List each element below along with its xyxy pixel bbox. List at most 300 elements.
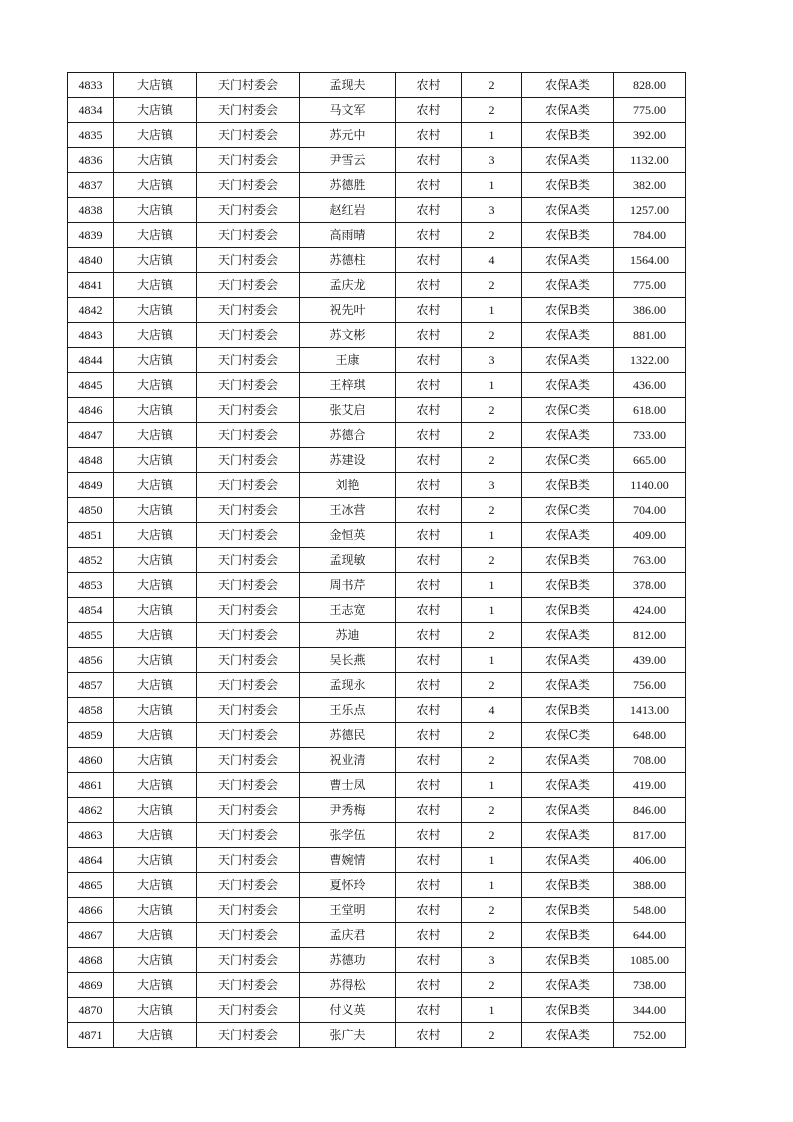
household-count-cell: 1 (462, 998, 522, 1023)
household-count-cell: 2 (462, 273, 522, 298)
table-row (68, 373, 686, 398)
residence-type-cell: 农村 (396, 823, 462, 848)
person-name-cell: 王梓琪 (300, 373, 396, 398)
table-row (68, 398, 686, 423)
table-row (68, 673, 686, 698)
record-id-cell: 4838 (68, 198, 114, 223)
person-name-cell: 孟庆君 (300, 923, 396, 948)
insurance-category-cell: 农保A类 (522, 523, 614, 548)
village-committee-cell: 天门村委会 (197, 323, 300, 348)
amount-cell: 1132.00 (614, 148, 686, 173)
village-committee-cell: 天门村委会 (197, 798, 300, 823)
insurance-category-cell: 农保B类 (522, 223, 614, 248)
village-committee-cell: 天门村委会 (197, 648, 300, 673)
village-committee-cell: 天门村委会 (197, 948, 300, 973)
village-committee-cell: 天门村委会 (197, 198, 300, 223)
village-committee-cell: 天门村委会 (197, 423, 300, 448)
record-id-cell: 4847 (68, 423, 114, 448)
record-id-cell: 4860 (68, 748, 114, 773)
town-cell: 大店镇 (114, 998, 197, 1023)
village-committee-cell: 天门村委会 (197, 548, 300, 573)
record-id-cell: 4842 (68, 298, 114, 323)
town-cell: 大店镇 (114, 898, 197, 923)
insurance-category-cell: 农保A类 (522, 823, 614, 848)
amount-cell: 648.00 (614, 723, 686, 748)
insurance-category-cell: 农保C类 (522, 448, 614, 473)
amount-cell: 733.00 (614, 423, 686, 448)
town-cell: 大店镇 (114, 398, 197, 423)
residence-type-cell: 农村 (396, 948, 462, 973)
amount-cell: 775.00 (614, 98, 686, 123)
insurance-category-cell: 农保C类 (522, 398, 614, 423)
record-id-cell: 4866 (68, 898, 114, 923)
residence-type-cell: 农村 (396, 448, 462, 473)
residence-type-cell: 农村 (396, 298, 462, 323)
person-name-cell: 尹秀梅 (300, 798, 396, 823)
record-id-cell: 4856 (68, 648, 114, 673)
table-row (68, 548, 686, 573)
insurance-category-cell: 农保B类 (522, 898, 614, 923)
town-cell: 大店镇 (114, 648, 197, 673)
residence-type-cell: 农村 (396, 773, 462, 798)
insurance-category-cell: 农保A类 (522, 348, 614, 373)
village-committee-cell: 天门村委会 (197, 898, 300, 923)
amount-cell: 1322.00 (614, 348, 686, 373)
amount-cell: 817.00 (614, 823, 686, 848)
record-id-cell: 4841 (68, 273, 114, 298)
household-count-cell: 3 (462, 148, 522, 173)
household-count-cell: 2 (462, 723, 522, 748)
insurance-category-cell: 农保A类 (522, 648, 614, 673)
person-name-cell: 付义英 (300, 998, 396, 1023)
residence-type-cell: 农村 (396, 123, 462, 148)
table-row (68, 148, 686, 173)
table-row (68, 323, 686, 348)
insurance-category-cell: 农保A类 (522, 323, 614, 348)
record-id-cell: 4870 (68, 998, 114, 1023)
household-count-cell: 2 (462, 1023, 522, 1048)
residence-type-cell: 农村 (396, 523, 462, 548)
table-row (68, 748, 686, 773)
table-row (68, 623, 686, 648)
town-cell: 大店镇 (114, 948, 197, 973)
record-id-cell: 4861 (68, 773, 114, 798)
record-id-cell: 4851 (68, 523, 114, 548)
village-committee-cell: 天门村委会 (197, 523, 300, 548)
person-name-cell: 曹婉情 (300, 848, 396, 873)
table-row (68, 823, 686, 848)
residence-type-cell: 农村 (396, 273, 462, 298)
table-row (68, 498, 686, 523)
record-id-cell: 4854 (68, 598, 114, 623)
insurance-category-cell: 农保B类 (522, 598, 614, 623)
household-count-cell: 2 (462, 498, 522, 523)
amount-cell: 378.00 (614, 573, 686, 598)
insurance-category-cell: 农保B类 (522, 173, 614, 198)
insurance-category-cell: 农保A类 (522, 248, 614, 273)
village-committee-cell: 天门村委会 (197, 848, 300, 873)
household-count-cell: 2 (462, 73, 522, 98)
amount-cell: 382.00 (614, 173, 686, 198)
residence-type-cell: 农村 (396, 573, 462, 598)
town-cell: 大店镇 (114, 273, 197, 298)
table-body (68, 73, 686, 1048)
person-name-cell: 苏文彬 (300, 323, 396, 348)
person-name-cell: 马文军 (300, 98, 396, 123)
residence-type-cell: 农村 (396, 873, 462, 898)
insurance-category-cell: 农保A类 (522, 1023, 614, 1048)
record-id-cell: 4837 (68, 173, 114, 198)
household-count-cell: 3 (462, 348, 522, 373)
beneficiary-table (67, 72, 686, 1048)
village-committee-cell: 天门村委会 (197, 223, 300, 248)
record-id-cell: 4858 (68, 698, 114, 723)
table-row (68, 523, 686, 548)
household-count-cell: 2 (462, 623, 522, 648)
household-count-cell: 2 (462, 548, 522, 573)
residence-type-cell: 农村 (396, 598, 462, 623)
household-count-cell: 1 (462, 373, 522, 398)
village-committee-cell: 天门村委会 (197, 573, 300, 598)
insurance-category-cell: 农保B类 (522, 873, 614, 898)
village-committee-cell: 天门村委会 (197, 823, 300, 848)
record-id-cell: 4848 (68, 448, 114, 473)
town-cell: 大店镇 (114, 248, 197, 273)
residence-type-cell: 农村 (396, 998, 462, 1023)
amount-cell: 424.00 (614, 598, 686, 623)
household-count-cell: 2 (462, 673, 522, 698)
town-cell: 大店镇 (114, 148, 197, 173)
record-id-cell: 4853 (68, 573, 114, 598)
record-id-cell: 4840 (68, 248, 114, 273)
person-name-cell: 苏建设 (300, 448, 396, 473)
household-count-cell: 4 (462, 248, 522, 273)
village-committee-cell: 天门村委会 (197, 348, 300, 373)
record-id-cell: 4868 (68, 948, 114, 973)
village-committee-cell: 天门村委会 (197, 723, 300, 748)
amount-cell: 756.00 (614, 673, 686, 698)
household-count-cell: 3 (462, 198, 522, 223)
household-count-cell: 1 (462, 648, 522, 673)
town-cell: 大店镇 (114, 198, 197, 223)
record-id-cell: 4850 (68, 498, 114, 523)
village-committee-cell: 天门村委会 (197, 398, 300, 423)
residence-type-cell: 农村 (396, 473, 462, 498)
table-row (68, 198, 686, 223)
town-cell: 大店镇 (114, 698, 197, 723)
amount-cell: 1257.00 (614, 198, 686, 223)
residence-type-cell: 农村 (396, 248, 462, 273)
amount-cell: 409.00 (614, 523, 686, 548)
town-cell: 大店镇 (114, 573, 197, 598)
village-committee-cell: 天门村委会 (197, 598, 300, 623)
record-id-cell: 4833 (68, 73, 114, 98)
amount-cell: 439.00 (614, 648, 686, 673)
table-row (68, 848, 686, 873)
town-cell: 大店镇 (114, 623, 197, 648)
table-row (68, 998, 686, 1023)
record-id-cell: 4871 (68, 1023, 114, 1048)
residence-type-cell: 农村 (396, 723, 462, 748)
amount-cell: 548.00 (614, 898, 686, 923)
village-committee-cell: 天门村委会 (197, 98, 300, 123)
town-cell: 大店镇 (114, 323, 197, 348)
table-row (68, 273, 686, 298)
person-name-cell: 苏德民 (300, 723, 396, 748)
person-name-cell: 金恒英 (300, 523, 396, 548)
residence-type-cell: 农村 (396, 98, 462, 123)
residence-type-cell: 农村 (396, 898, 462, 923)
household-count-cell: 1 (462, 573, 522, 598)
residence-type-cell: 农村 (396, 973, 462, 998)
amount-cell: 828.00 (614, 73, 686, 98)
town-cell: 大店镇 (114, 473, 197, 498)
amount-cell: 775.00 (614, 273, 686, 298)
town-cell: 大店镇 (114, 848, 197, 873)
person-name-cell: 张广夫 (300, 1023, 396, 1048)
town-cell: 大店镇 (114, 873, 197, 898)
table-row (68, 448, 686, 473)
insurance-category-cell: 农保B类 (522, 948, 614, 973)
person-name-cell: 吴长燕 (300, 648, 396, 673)
town-cell: 大店镇 (114, 98, 197, 123)
household-count-cell: 1 (462, 123, 522, 148)
town-cell: 大店镇 (114, 373, 197, 398)
person-name-cell: 王志宽 (300, 598, 396, 623)
amount-cell: 1564.00 (614, 248, 686, 273)
insurance-category-cell: 农保B类 (522, 298, 614, 323)
village-committee-cell: 天门村委会 (197, 773, 300, 798)
person-name-cell: 张艾启 (300, 398, 396, 423)
amount-cell: 344.00 (614, 998, 686, 1023)
town-cell: 大店镇 (114, 798, 197, 823)
person-name-cell: 高雨晴 (300, 223, 396, 248)
record-id-cell: 4843 (68, 323, 114, 348)
residence-type-cell: 农村 (396, 423, 462, 448)
insurance-category-cell: 农保A类 (522, 773, 614, 798)
village-committee-cell: 天门村委会 (197, 173, 300, 198)
residence-type-cell: 农村 (396, 798, 462, 823)
table-row (68, 473, 686, 498)
village-committee-cell: 天门村委会 (197, 623, 300, 648)
insurance-category-cell: 农保B类 (522, 473, 614, 498)
household-count-cell: 3 (462, 948, 522, 973)
residence-type-cell: 农村 (396, 1023, 462, 1048)
residence-type-cell: 农村 (396, 148, 462, 173)
residence-type-cell: 农村 (396, 398, 462, 423)
town-cell: 大店镇 (114, 498, 197, 523)
residence-type-cell: 农村 (396, 73, 462, 98)
town-cell: 大店镇 (114, 598, 197, 623)
town-cell: 大店镇 (114, 723, 197, 748)
insurance-category-cell: 农保A类 (522, 748, 614, 773)
village-committee-cell: 天门村委会 (197, 873, 300, 898)
person-name-cell: 孟现永 (300, 673, 396, 698)
household-count-cell: 1 (462, 173, 522, 198)
household-count-cell: 2 (462, 748, 522, 773)
household-count-cell: 2 (462, 223, 522, 248)
amount-cell: 388.00 (614, 873, 686, 898)
person-name-cell: 周书芹 (300, 573, 396, 598)
town-cell: 大店镇 (114, 773, 197, 798)
person-name-cell: 孟现敏 (300, 548, 396, 573)
insurance-category-cell: 农保C类 (522, 498, 614, 523)
town-cell: 大店镇 (114, 523, 197, 548)
household-count-cell: 1 (462, 523, 522, 548)
town-cell: 大店镇 (114, 173, 197, 198)
table-row (68, 348, 686, 373)
table-row (68, 98, 686, 123)
insurance-category-cell: 农保A类 (522, 73, 614, 98)
town-cell: 大店镇 (114, 673, 197, 698)
village-committee-cell: 天门村委会 (197, 148, 300, 173)
person-name-cell: 祝业清 (300, 748, 396, 773)
amount-cell: 763.00 (614, 548, 686, 573)
amount-cell: 406.00 (614, 848, 686, 873)
table-row (68, 298, 686, 323)
table-row (68, 1023, 686, 1048)
insurance-category-cell: 农保B类 (522, 548, 614, 573)
residence-type-cell: 农村 (396, 223, 462, 248)
record-id-cell: 4862 (68, 798, 114, 823)
household-count-cell: 2 (462, 898, 522, 923)
table-row (68, 248, 686, 273)
record-id-cell: 4835 (68, 123, 114, 148)
person-name-cell: 曹士凤 (300, 773, 396, 798)
household-count-cell: 1 (462, 298, 522, 323)
town-cell: 大店镇 (114, 823, 197, 848)
residence-type-cell: 农村 (396, 623, 462, 648)
residence-type-cell: 农村 (396, 198, 462, 223)
town-cell: 大店镇 (114, 973, 197, 998)
amount-cell: 1140.00 (614, 473, 686, 498)
record-id-cell: 4865 (68, 873, 114, 898)
table-row (68, 723, 686, 748)
residence-type-cell: 农村 (396, 848, 462, 873)
insurance-category-cell: 农保A类 (522, 198, 614, 223)
person-name-cell: 苏德柱 (300, 248, 396, 273)
person-name-cell: 尹雪云 (300, 148, 396, 173)
table-row (68, 123, 686, 148)
record-id-cell: 4844 (68, 348, 114, 373)
person-name-cell: 赵红岩 (300, 198, 396, 223)
record-id-cell: 4836 (68, 148, 114, 173)
record-id-cell: 4869 (68, 973, 114, 998)
person-name-cell: 刘艳 (300, 473, 396, 498)
household-count-cell: 1 (462, 773, 522, 798)
table-row (68, 798, 686, 823)
person-name-cell: 苏德合 (300, 423, 396, 448)
amount-cell: 1085.00 (614, 948, 686, 973)
table-row (68, 573, 686, 598)
insurance-category-cell: 农保B类 (522, 998, 614, 1023)
table-row (68, 73, 686, 98)
village-committee-cell: 天门村委会 (197, 73, 300, 98)
amount-cell: 708.00 (614, 748, 686, 773)
household-count-cell: 4 (462, 698, 522, 723)
town-cell: 大店镇 (114, 1023, 197, 1048)
town-cell: 大店镇 (114, 448, 197, 473)
amount-cell: 1413.00 (614, 698, 686, 723)
village-committee-cell: 天门村委会 (197, 1023, 300, 1048)
town-cell: 大店镇 (114, 348, 197, 373)
table-row (68, 223, 686, 248)
amount-cell: 812.00 (614, 623, 686, 648)
village-committee-cell: 天门村委会 (197, 273, 300, 298)
town-cell: 大店镇 (114, 548, 197, 573)
town-cell: 大店镇 (114, 123, 197, 148)
person-name-cell: 苏德功 (300, 948, 396, 973)
insurance-category-cell: 农保A类 (522, 423, 614, 448)
household-count-cell: 2 (462, 398, 522, 423)
household-count-cell: 1 (462, 848, 522, 873)
person-name-cell: 孟现夫 (300, 73, 396, 98)
record-id-cell: 4855 (68, 623, 114, 648)
person-name-cell: 夏怀玲 (300, 873, 396, 898)
town-cell: 大店镇 (114, 73, 197, 98)
insurance-category-cell: 农保B类 (522, 698, 614, 723)
insurance-category-cell: 农保A类 (522, 373, 614, 398)
village-committee-cell: 天门村委会 (197, 298, 300, 323)
insurance-category-cell: 农保A类 (522, 848, 614, 873)
residence-type-cell: 农村 (396, 748, 462, 773)
village-committee-cell: 天门村委会 (197, 973, 300, 998)
household-count-cell: 2 (462, 798, 522, 823)
amount-cell: 436.00 (614, 373, 686, 398)
village-committee-cell: 天门村委会 (197, 373, 300, 398)
insurance-category-cell: 农保A类 (522, 623, 614, 648)
insurance-category-cell: 农保A类 (522, 673, 614, 698)
table-row (68, 648, 686, 673)
table-row (68, 923, 686, 948)
amount-cell: 618.00 (614, 398, 686, 423)
table-row (68, 173, 686, 198)
record-id-cell: 4852 (68, 548, 114, 573)
residence-type-cell: 农村 (396, 173, 462, 198)
table-row (68, 898, 686, 923)
village-committee-cell: 天门村委会 (197, 673, 300, 698)
person-name-cell: 苏德胜 (300, 173, 396, 198)
village-committee-cell: 天门村委会 (197, 498, 300, 523)
amount-cell: 881.00 (614, 323, 686, 348)
residence-type-cell: 农村 (396, 698, 462, 723)
table-row (68, 598, 686, 623)
record-id-cell: 4857 (68, 673, 114, 698)
amount-cell: 665.00 (614, 448, 686, 473)
record-id-cell: 4846 (68, 398, 114, 423)
person-name-cell: 王乐点 (300, 698, 396, 723)
amount-cell: 386.00 (614, 298, 686, 323)
table-row (68, 423, 686, 448)
person-name-cell: 王康 (300, 348, 396, 373)
record-id-cell: 4834 (68, 98, 114, 123)
person-name-cell: 王冰营 (300, 498, 396, 523)
record-id-cell: 4864 (68, 848, 114, 873)
amount-cell: 738.00 (614, 973, 686, 998)
person-name-cell: 张学伍 (300, 823, 396, 848)
person-name-cell: 祝先叶 (300, 298, 396, 323)
person-name-cell: 苏得松 (300, 973, 396, 998)
record-id-cell: 4849 (68, 473, 114, 498)
amount-cell: 392.00 (614, 123, 686, 148)
household-count-cell: 1 (462, 598, 522, 623)
insurance-category-cell: 农保A类 (522, 98, 614, 123)
household-count-cell: 2 (462, 98, 522, 123)
residence-type-cell: 农村 (396, 548, 462, 573)
record-id-cell: 4845 (68, 373, 114, 398)
insurance-category-cell: 农保C类 (522, 723, 614, 748)
village-committee-cell: 天门村委会 (197, 748, 300, 773)
